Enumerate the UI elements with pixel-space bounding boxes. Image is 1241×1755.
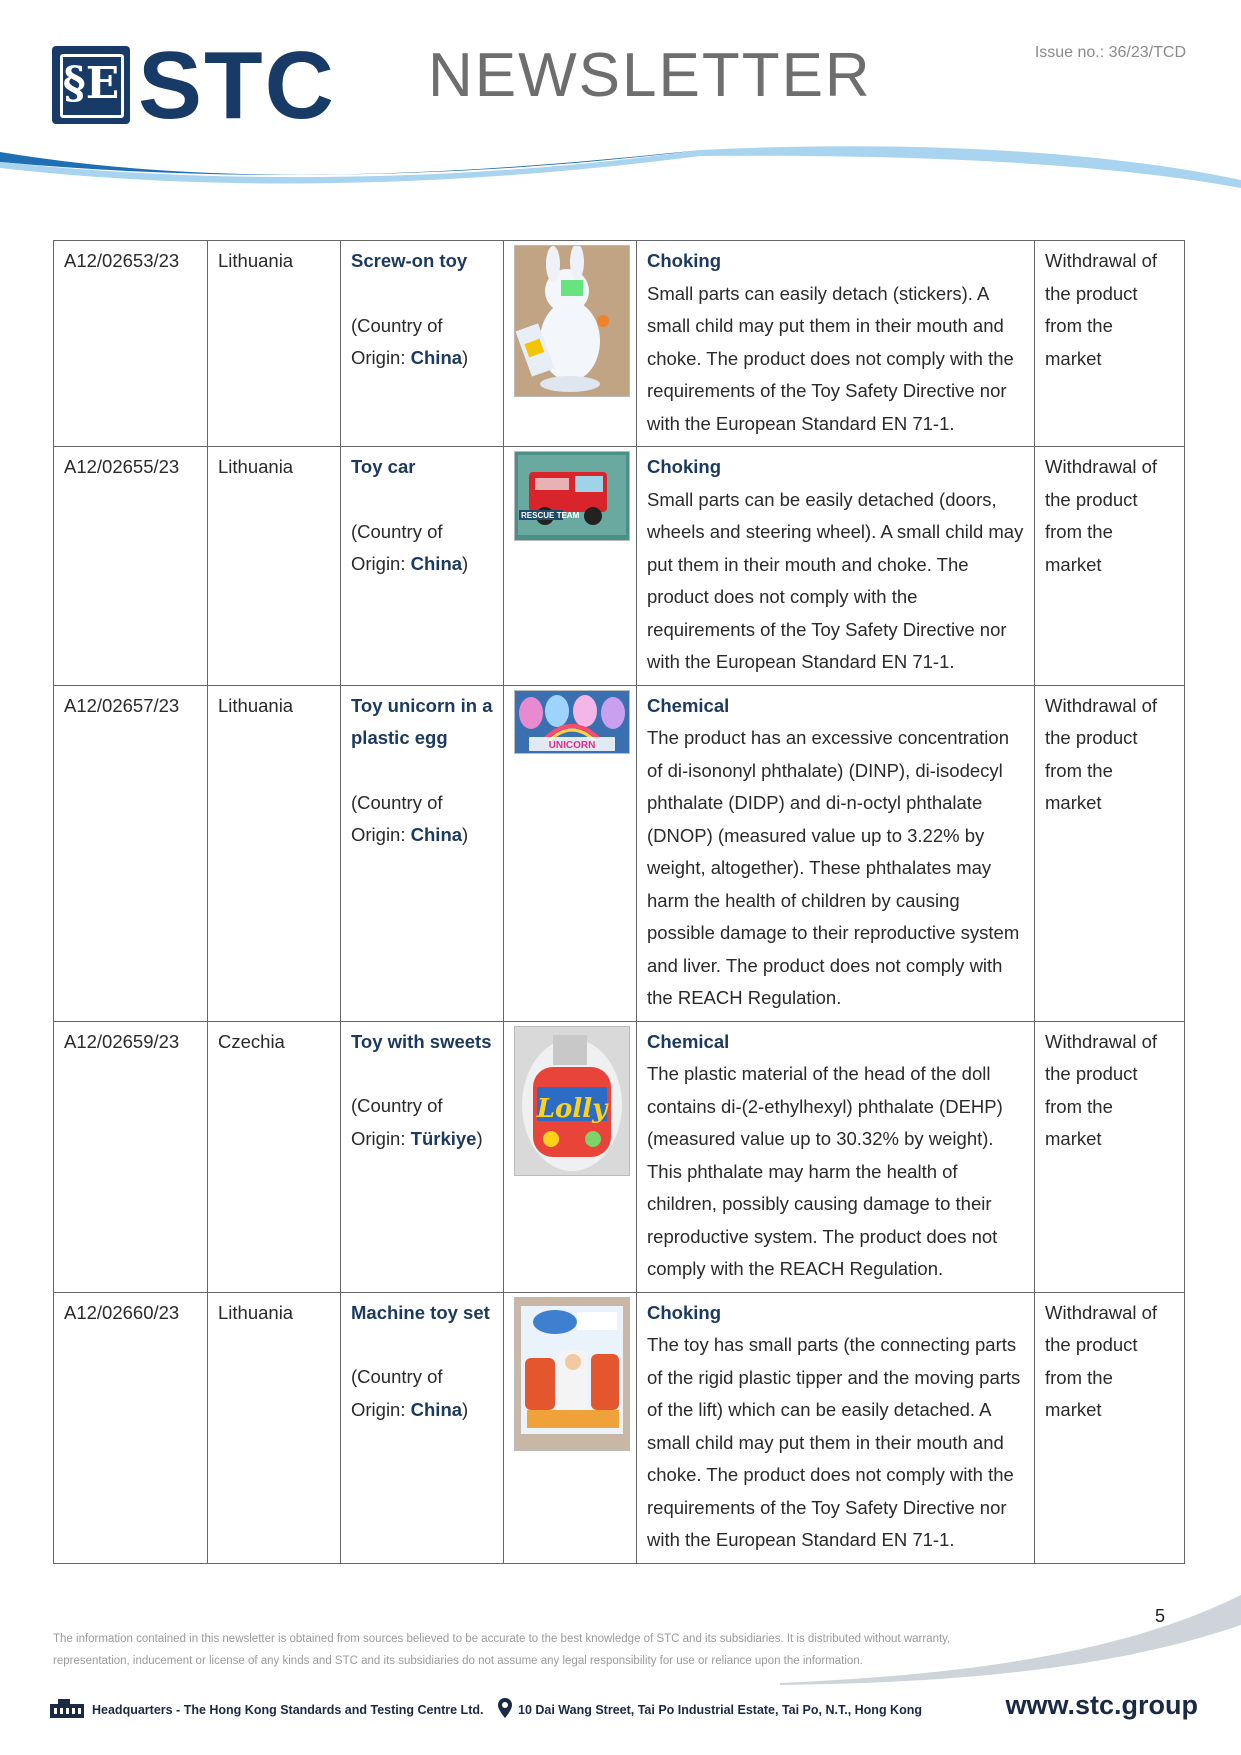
product-name: Toy unicorn in a plastic egg: [351, 694, 493, 748]
origin: (Country of Origin: Türkiye): [351, 1095, 483, 1149]
origin-country: China: [410, 553, 463, 574]
stc-logo: [52, 32, 352, 139]
product-name: Machine toy set: [351, 1301, 490, 1323]
risk-description: Small parts can easily detach (stickers). A small child may put them in their mouth and choke. The product does not comply with the requirements of the Toy Safety Directive nor with the European Standard EN 71-1.: [647, 282, 1014, 434]
origin-country: China: [410, 824, 463, 845]
recall-table: [53, 240, 1185, 1564]
building-icon: [48, 1698, 86, 1718]
country-cell: Lithuania: [208, 1292, 341, 1563]
issue-number: Issue no.: 36/23/TCD: [1034, 44, 1186, 61]
header-swoosh: [0, 140, 1241, 200]
table-row: [54, 1292, 1185, 1563]
page-number: 5: [1154, 1606, 1165, 1626]
measure-cell: Withdrawal of the product from the market: [1035, 1292, 1185, 1563]
country-cell: Czechia: [208, 1021, 341, 1292]
truck-caption: RESCUE TEAM: [521, 511, 580, 520]
ref-cell: A12/02660/23: [54, 1292, 208, 1563]
ref-cell: A12/02659/23: [54, 1021, 208, 1292]
table-row: [54, 1021, 1185, 1292]
red-rescue-truck-photo: [514, 451, 630, 541]
image-cell: [504, 685, 637, 1021]
footer-hq: [48, 1698, 483, 1718]
unicorn-caption: UNICORN: [548, 739, 596, 751]
machine-toy-set-photo: [514, 1297, 630, 1451]
image-cell: [504, 1292, 637, 1563]
risk-cell: [637, 1292, 1035, 1563]
country-cell: Lithuania: [208, 241, 341, 447]
risk-type: Choking: [647, 250, 721, 271]
image-cell: [504, 1021, 637, 1292]
origin-country: Türkiye: [410, 1127, 477, 1149]
product-cell: [341, 447, 504, 686]
country-cell: Lithuania: [208, 447, 341, 686]
stc-logo-text: STC: [138, 32, 336, 139]
risk-description: The product has an excessive concentration of di-isononyl phthalate) (DINP), di-isodecyl phthalate (DIDP) and di-n-octyl phthalate (DNOP) (measured value up to 3.22% by weight, altogether). These phthalates may harm the health of children by causing possible damage to their reproductive system and liver. The product does not comply with the REACH Regulation.: [647, 727, 1020, 1008]
image-cell: [504, 447, 637, 686]
footer-hq-text: Headquarters - The Hong Kong Standards and Testing Centre Ltd.: [92, 1703, 484, 1717]
stc-logo-mark: [52, 46, 130, 124]
origin: (Country of Origin: China): [351, 791, 469, 845]
lolly-caption: Lolly: [536, 1093, 608, 1124]
product-cell: [341, 685, 504, 1021]
image-cell: [504, 241, 637, 447]
footer-address-text: 10 Dai Wang Street, Tai Po Industrial Estate, Tai Po, N.T., Hong Kong: [518, 1703, 922, 1717]
measure-cell: Withdrawal of the product from the market: [1035, 447, 1185, 686]
footer: [48, 1690, 1198, 1726]
origin-country: China: [410, 1398, 463, 1420]
product-cell: [341, 241, 504, 447]
ref-cell: A12/02655/23: [54, 447, 208, 686]
risk-type: Chemical: [647, 1030, 730, 1052]
measure-cell: Withdrawal of the product from the market: [1035, 241, 1185, 447]
risk-cell: [637, 447, 1035, 686]
origin: (Country of Origin: China): [351, 1366, 469, 1420]
table-row: [54, 241, 1185, 447]
risk-cell: [637, 241, 1035, 447]
risk-type: Chemical: [647, 694, 730, 716]
location-pin-icon: [498, 1698, 512, 1718]
measure-cell: Withdrawal of the product from the market: [1035, 685, 1185, 1021]
measure-cell: Withdrawal of the product from the market: [1035, 1021, 1185, 1292]
product-cell: [341, 1292, 504, 1563]
newsletter-title: NEWSLETTER: [428, 41, 872, 110]
risk-description: The plastic material of the head of the doll contains di-(2-ethylhexyl) phthalate (DEHP) (measured value up to 30.32% by weight). This phthalate may harm the health of children, possibly causing damage to their reproductive system. The product does not comply with the REACH Regulation.: [647, 1063, 1003, 1279]
white-rabbit-toy-photo: [514, 245, 630, 397]
stc-logo-glyph: §E: [62, 58, 120, 109]
ref-cell: A12/02657/23: [54, 685, 208, 1021]
disclaimer: The information contained in this newsletter is obtained from sources believed to be accurate to the best knowledge of STC and its subsidiaries. It is distributed without warranty, representation, inducement or license of any kinds and STC and its subsidiaries do not assume any legal responsibility for use or reliance upon the information.: [53, 1633, 951, 1667]
country-cell: Lithuania: [208, 685, 341, 1021]
footer-address: [498, 1698, 922, 1718]
risk-description: The toy has small parts (the connecting parts of the rigid plastic tipper and the moving parts of the lift) which can be easily detached. A small child may put them in their mouth and choke. The product does not comply with the requirements of the Toy Safety Directive nor with the European Standard EN 71-1.: [647, 1334, 1021, 1550]
footer-website[interactable]: www.stc.group: [1005, 1690, 1198, 1720]
ref-cell: A12/02653/23: [54, 241, 208, 447]
risk-cell: [637, 1021, 1035, 1292]
product-cell: [341, 1021, 504, 1292]
origin: (Country of Origin: China): [351, 520, 469, 574]
product-name: Screw-on toy: [351, 250, 468, 271]
table-row: [54, 685, 1185, 1021]
product-name: Toy car: [351, 456, 416, 477]
table-row: [54, 447, 1185, 686]
risk-cell: [637, 685, 1035, 1021]
lolly-egg-photo: [514, 1026, 630, 1176]
unicorn-eggs-photo: [514, 690, 630, 754]
origin-country: China: [410, 347, 463, 368]
product-name: Toy with sweets: [351, 1030, 492, 1052]
risk-description: Small parts can be easily detached (doors, wheels and steering wheel). A small child may put them in their mouth and choke. The product does not comply with the requirements of the Toy Safety Directive nor with the European Standard EN 71-1.: [647, 488, 1024, 672]
risk-type: Choking: [647, 456, 721, 477]
origin: (Country of Origin: China): [351, 314, 469, 368]
risk-type: Choking: [647, 1301, 721, 1323]
